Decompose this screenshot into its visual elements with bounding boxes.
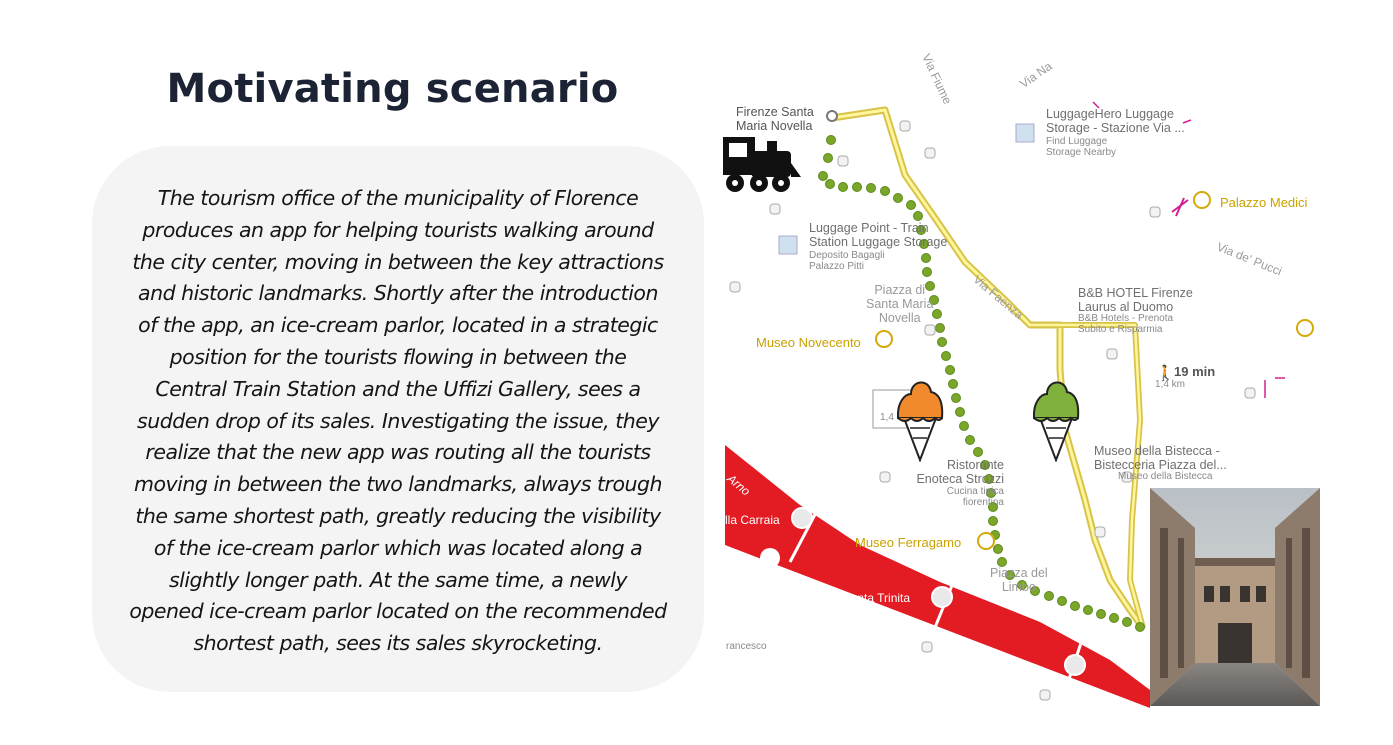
alt-route <box>832 110 1143 628</box>
via-de-pucci-label: Via de' Pucci <box>1214 239 1284 279</box>
museo-ferragamo-label: Museo Ferragamo <box>855 535 962 550</box>
scenario-line: position for the tourists flowing in between the <box>169 344 627 369</box>
map-noise <box>1093 102 1285 398</box>
ponte-carraia-label: lla Carraia <box>725 513 780 527</box>
ristorante-sub: Cucina tipica fiorentina <box>946 486 1004 508</box>
scenario-line: produces an app for helping tourists walking around <box>142 217 654 242</box>
luggage-point-icon <box>779 236 797 254</box>
pin-icon <box>1172 198 1188 216</box>
scenario-line: realize that the new app was routing all the tourists <box>145 440 651 465</box>
scenario-line: sudden drop of its sales. Investigating the issue, they <box>137 408 659 433</box>
museo-bistecca-label: Museo della Bistecca - Bistecceria Piazza del... <box>1094 444 1227 472</box>
ponte-vecchio-label: Ponte Vecchio <box>968 662 1045 676</box>
scenario-line: The tourism office of the municipality of Florence <box>157 186 639 210</box>
scenario-line: of the app, an ice-cream parlor, located in a strategic <box>138 313 658 338</box>
bb-hotel-label: B&B HOTEL Firenze Laurus al Duomo <box>1078 286 1193 314</box>
luggage-hero-sub: Find Luggage Storage Nearby <box>1046 136 1117 158</box>
route-distance: 1,4 km <box>1155 379 1186 390</box>
via-fiume-label: Via Fiume <box>919 51 955 107</box>
scenario-line: Central Train Station and the Uffizi Gallery, sees a <box>155 376 641 401</box>
piazza-smn-label: Piazza di Santa Maria Novella <box>866 283 934 325</box>
scenario-line: the same shortest path, greatly reducing the visibility <box>135 503 661 528</box>
scenario-line: the city center, moving in between the key attractions <box>132 249 664 274</box>
francesco-label: rancesco <box>726 641 767 652</box>
scenario-line: and historic landmarks. Shortly after the introduction <box>138 281 658 306</box>
ponte-trinita-label: Ponte Santa Trinita <box>808 591 911 605</box>
uffizi-photo <box>1150 488 1320 706</box>
museo-bistecca-sub: Museo della Bistecca <box>1118 471 1213 482</box>
bb-hotel-sub: B&B Hotels - Prenota Subito e Risparmia <box>1078 313 1174 335</box>
luggage-point-label: Luggage Point - Train Station Luggage Storage <box>809 221 948 249</box>
ice-cream-orange-icon <box>895 374 945 462</box>
scenario-line: opened ice-cream parlor located on the recommended <box>129 599 667 624</box>
ristorante-label: Ristorante Enoteca Strozzi <box>916 458 1004 486</box>
scenario-line: shortest path, sees its sales skyrocketing. <box>193 631 603 656</box>
route-time: 19 min <box>1174 364 1216 379</box>
scenario-line: slightly longer path. At the same time, a newly <box>168 567 628 592</box>
scenario-line: of the ice-cream parlor which was located along a <box>153 535 643 560</box>
arno-label: Arno <box>724 471 753 499</box>
piazza-limbo-label: Piazza del Limbo <box>990 566 1048 594</box>
luggage-point-sub: Deposito Bagagli Palazzo Pitti <box>809 250 885 272</box>
palazzo-medici-label: Palazzo Medici <box>1220 195 1308 210</box>
via-nazionale-label: Via Na <box>1017 58 1055 92</box>
ice-cream-green-icon <box>1031 374 1081 462</box>
alt-route-distance: 1,4 <box>880 412 894 423</box>
walk-icon: 🚶 <box>1156 365 1175 382</box>
train-icon <box>721 133 803 195</box>
via-faenza-label: Via Faenza <box>970 272 1026 322</box>
luggage-hero-label: LuggageHero Luggage Storage - Stazione Via ... <box>1046 107 1185 135</box>
luggage-hero-icon <box>1016 124 1034 142</box>
scenario-line: moving in between the two landmarks, always trough <box>134 472 662 497</box>
museo-novecento-label: Museo Novecento <box>756 335 861 350</box>
station-label: Firenze Santa Maria Novella <box>736 105 814 133</box>
slide-title: Motivating scenario <box>166 66 619 112</box>
route-start <box>827 111 837 121</box>
